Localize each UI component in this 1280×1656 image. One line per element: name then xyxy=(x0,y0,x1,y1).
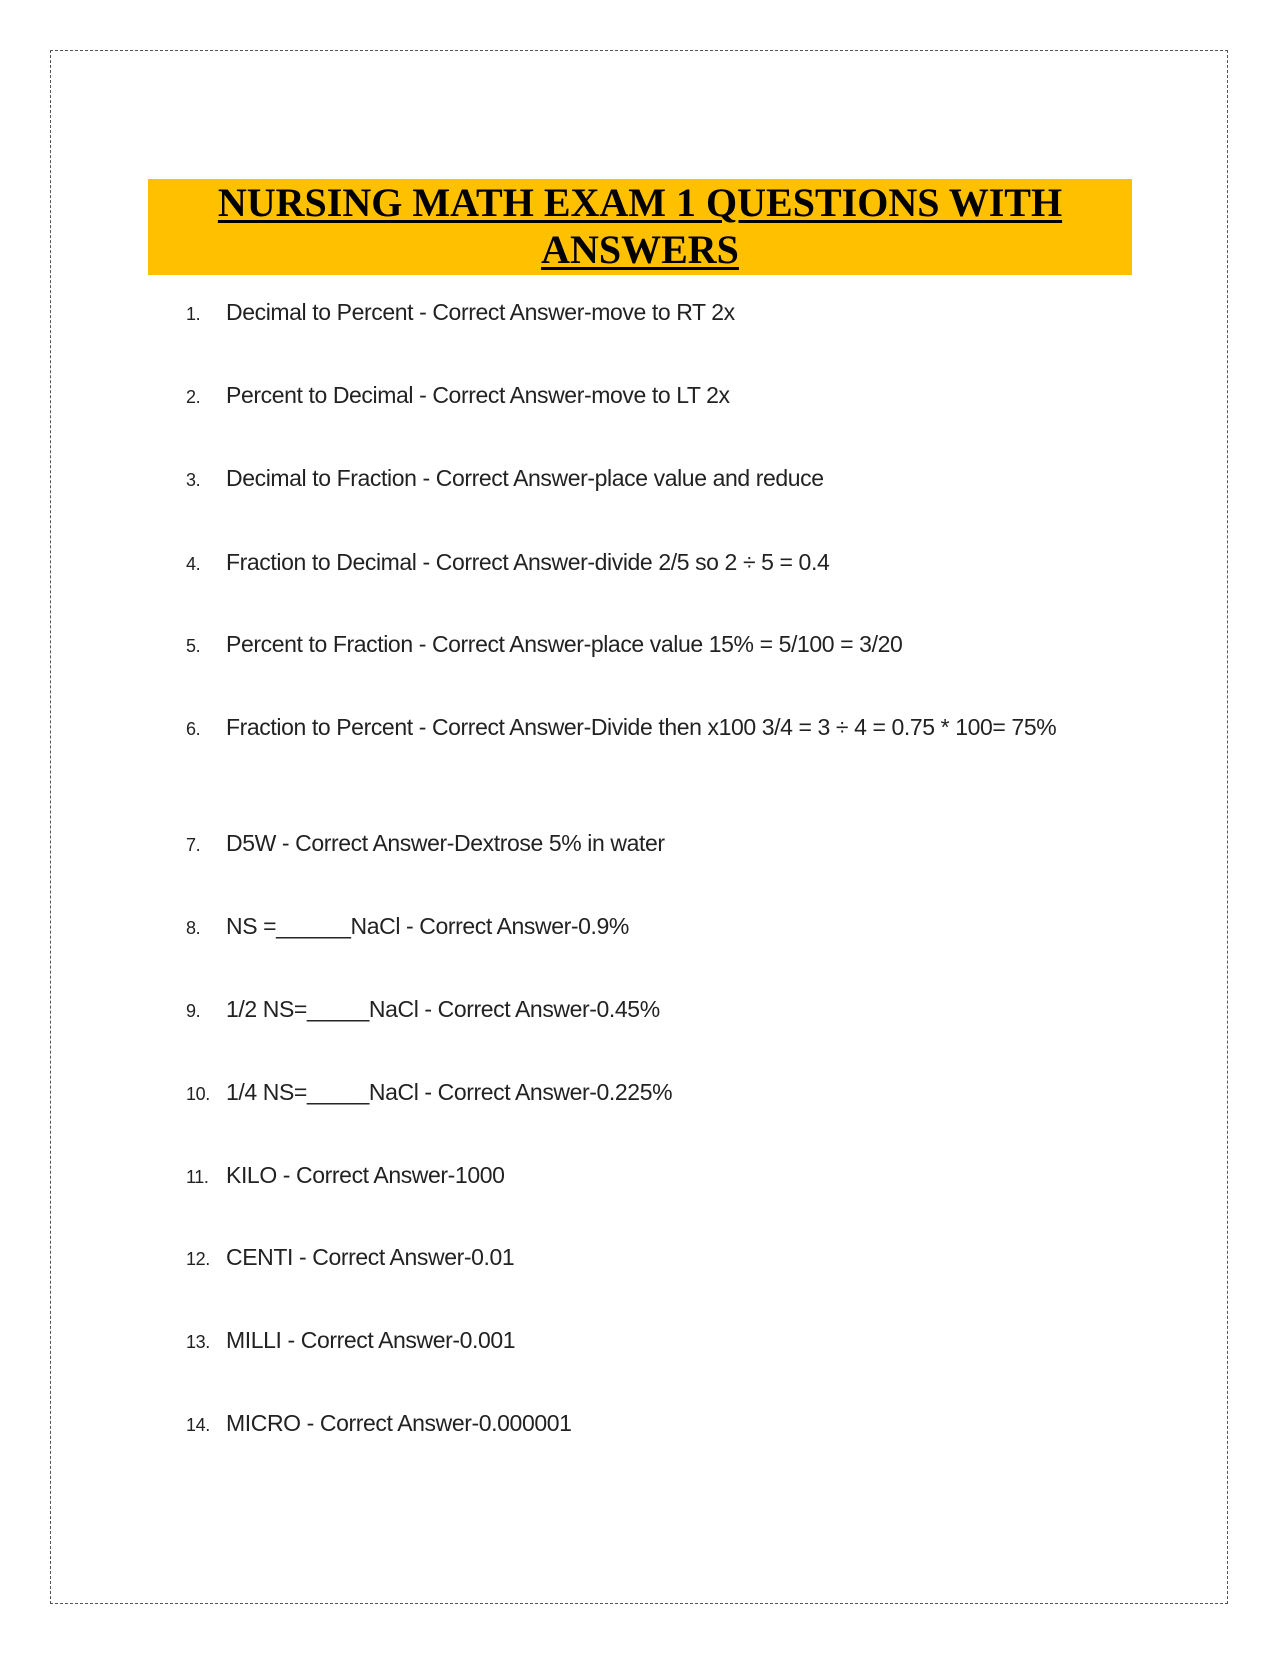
item-number: 10. xyxy=(186,1084,210,1104)
item-text: Fraction to Decimal - Correct Answer-divide 2/5 so 2 ÷ 5 = 0.4 xyxy=(226,549,830,575)
item-number: 6. xyxy=(186,719,201,739)
list-item xyxy=(186,1241,1086,1274)
list-item xyxy=(186,993,1086,1026)
item-text: MICRO - Correct Answer-0.000001 xyxy=(226,1410,572,1436)
item-text: NS =______NaCl - Correct Answer-0.9% xyxy=(226,913,629,939)
list-item xyxy=(186,711,1086,744)
page-title: NURSING MATH EXAM 1 QUESTIONS WITH ANSWERS xyxy=(217,180,1063,272)
item-text: CENTI - Correct Answer-0.01 xyxy=(226,1244,515,1270)
item-text: Decimal to Percent - Correct Answer-move to RT 2x xyxy=(226,299,735,325)
item-number: 12. xyxy=(186,1249,210,1269)
item-number: 13. xyxy=(186,1332,210,1352)
list-item xyxy=(186,462,1086,495)
item-text: Percent to Fraction - Correct Answer-place value 15% = 5/100 = 3/20 xyxy=(226,631,903,657)
list-item xyxy=(186,296,1086,329)
title-banner xyxy=(148,179,1132,275)
item-text: 1/4 NS=_____NaCl - Correct Answer-0.225% xyxy=(226,1079,673,1105)
list-item xyxy=(186,628,1086,661)
item-number: 7. xyxy=(186,835,201,855)
list-item xyxy=(186,546,1086,579)
list-item xyxy=(186,379,1086,412)
item-number: 3. xyxy=(186,470,201,490)
item-text: Fraction to Percent - Correct Answer-Divide then x100 3/4 = 3 ÷ 4 = 0.75 * 100= 75% xyxy=(226,714,1057,740)
list-item xyxy=(186,910,1086,943)
item-number: 2. xyxy=(186,387,201,407)
list-item xyxy=(186,1324,1086,1357)
list-item xyxy=(186,1407,1086,1440)
item-text: KILO - Correct Answer-1000 xyxy=(226,1162,505,1188)
item-number: 9. xyxy=(186,1001,201,1021)
item-text: D5W - Correct Answer-Dextrose 5% in water xyxy=(226,830,665,856)
item-number: 11. xyxy=(186,1167,209,1187)
item-number: 4. xyxy=(186,554,201,574)
item-text: Decimal to Fraction - Correct Answer-place value and reduce xyxy=(226,465,824,491)
item-text: 1/2 NS=_____NaCl - Correct Answer-0.45% xyxy=(226,996,660,1022)
item-number: 14. xyxy=(186,1415,210,1435)
list-item xyxy=(186,1076,1086,1109)
list-item xyxy=(186,827,1086,860)
item-number: 5. xyxy=(186,636,201,656)
list-item xyxy=(186,1159,1086,1192)
item-text: MILLI - Correct Answer-0.001 xyxy=(226,1327,516,1353)
item-text: Percent to Decimal - Correct Answer-move to LT 2x xyxy=(226,382,730,408)
item-number: 1. xyxy=(186,304,201,324)
item-number: 8. xyxy=(186,918,201,938)
